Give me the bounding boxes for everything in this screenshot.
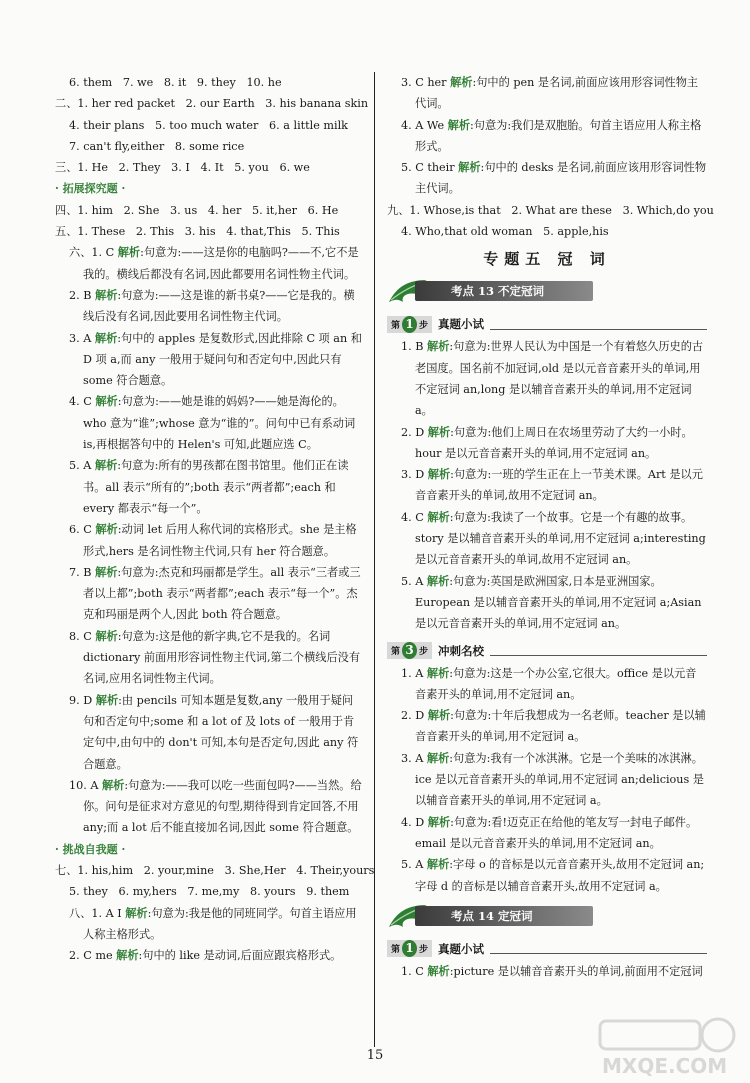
- topic-title: 专题五 冠 词: [483, 250, 611, 269]
- step-badge: [387, 642, 432, 659]
- step-number: 3: [402, 642, 417, 659]
- explanation-item: 4. C 解析:句意为:——她是谁的妈妈?——她是海伦的。who 意为“谁”;whose 意为“谁的”。问句中已有系动词 is,再根据答句中的 Helen's 可知,此题应选 C。: [69, 394, 356, 452]
- analysis-keyword: 解析: [117, 245, 141, 260]
- explanation-item: 4. A We 解析:句意为:我们是双胞胎。句首主语应用人称主格形式。: [401, 117, 702, 153]
- right-column: [387, 72, 714, 982]
- explanation-item: 2. D 解析:句意为:十年后我想成为一名老师。teacher 是以辅音音素开头的单词,用不定冠词 a。: [401, 708, 706, 744]
- explanation-item: 3. A 解析:句意为:我有一个冰淇淋。它是一个美味的冰淇淋。ice 是以元音音素开头的单词,用不定冠词 an;delicious 是以辅音音素开头的单词,用不定冠词 a。: [401, 750, 704, 808]
- explanation-item: 3. C her 解析:句中的 pen 是名词,前面应该用形容词性物主代词。: [401, 75, 699, 111]
- step-heading-1: [387, 314, 707, 334]
- left-column: [55, 72, 375, 966]
- analysis-keyword: 解析: [426, 750, 450, 765]
- step-rule: [490, 655, 707, 656]
- explanation-item: 5. A 解析:句意为:英国是欧洲国家,日本是亚洲国家。European 是以辅音音素开头的单词,用不定冠词 a;Asian 是以元音音素开头的单词,用不定冠词 an。: [401, 573, 702, 631]
- section-label-challenge: · 挑战自我题 ·: [55, 842, 126, 856]
- explanation-item: 2. B 解析:句意为:——这是谁的新书桌?——它是我的。横线后没有名词,因此要用名词性物主代词。: [69, 287, 355, 324]
- kaodian-banner-14: [387, 901, 707, 931]
- analysis-keyword: 解析: [447, 117, 471, 132]
- step-number: 1: [402, 940, 417, 957]
- analysis-keyword: 解析: [95, 394, 118, 409]
- answer-line: 四、1. him 2. She 3. us 4. her 5. it,her 6. He: [55, 203, 339, 217]
- step-prefix: 第: [391, 647, 401, 658]
- watermark-logo: [590, 1011, 740, 1079]
- explanation-item: 9. D 解析:由 pencils 可知本题是复数,any 一般用于疑问句和否定句中;some 和 a lot of 及 lots of 一般用于肯定句中,由句中的 don't 可知,本句是否定句,因此 any 符合题意。: [69, 692, 359, 771]
- explanation-item: 1. B 解析:句意为:世界人民认为中国是一个有着悠久历史的古老国度。国名前不加冠词,old 是以元音音素开头的单词,用不定冠词 an,long 是以辅音音素开头的单词,用不定冠词 a。: [401, 339, 704, 418]
- explanation-item: 4. D 解析:句意为:看!迈克正在给他的笔友写一封电子邮件。email 是以元音音素开头的单词,用不定冠词 an。: [401, 814, 698, 850]
- explanation-item: 2. C me 解析:句中的 like 是动词,后面应跟宾格形式。: [69, 948, 342, 963]
- analysis-keyword: 解析: [427, 509, 450, 524]
- page-number: 15: [366, 1048, 384, 1063]
- answer-line: 4. their plans 5. too much water 6. a little milk: [69, 118, 348, 132]
- column-divider: [374, 72, 375, 1047]
- step-rule: [490, 953, 707, 954]
- analysis-keyword: 解析: [427, 814, 451, 829]
- answer-line: 三、1. He 2. They 3. I 4. It 5. you 6. we: [55, 161, 310, 175]
- answer-line: 7. can't fly,either 8. some rice: [69, 139, 245, 153]
- step-label: 真题小试: [438, 941, 485, 956]
- analysis-keyword: 解析: [450, 75, 473, 89]
- kaodian-title: 考点 13 不定冠词: [415, 281, 593, 301]
- analysis-keyword: 解析: [427, 424, 451, 439]
- step-suffix: 步: [419, 320, 429, 331]
- analysis-keyword: 解析: [95, 692, 119, 707]
- explanation-item: 3. A 解析:句中的 apples 是复数形式,因此排除 C 项 an 和 D 项 a,而 any 一般用于疑问句和否定句中,因此只有 some 符合题意。: [69, 330, 362, 388]
- answer-line: 九、1. Whose,is that 2. What are these 3. Which,do you: [387, 203, 714, 217]
- analysis-keyword: 解析: [95, 628, 118, 643]
- answer-line: 七、1. his,him 2. your,mine 3. She,Her 4. Their,yours: [55, 863, 375, 877]
- explanation-item: 5. A 解析:字母 o 的音标是以元音音素开头,故用不定冠词 an;字母 d 的音标是以辅音音素开头,故用不定冠词 a。: [401, 857, 705, 893]
- analysis-keyword: 解析: [101, 777, 125, 792]
- step-suffix: 步: [419, 945, 429, 956]
- analysis-keyword: 解析: [125, 905, 148, 920]
- analysis-keyword: 解析: [426, 665, 450, 680]
- explanation-item: 1. C 解析:picture 是以辅音音素开头的单词,前面用不定冠词: [401, 963, 703, 978]
- step-label: 冲刺名校: [438, 643, 485, 658]
- answer-line: 五、1. These 2. This 3. his 4. that,This 5. This: [55, 225, 340, 239]
- analysis-keyword: 解析: [427, 963, 450, 978]
- explanation-item: 六、1. C 解析:句意为:——这是你的电脑吗?——不,它不是我的。横线后都没有名词,因此都要用名词性物主代词。: [69, 245, 359, 281]
- step-heading-3: [387, 641, 707, 661]
- kaodian-title: 考点 14 定冠词: [415, 906, 593, 926]
- analysis-keyword: 解析: [427, 467, 451, 482]
- explanation-item: 3. D 解析:句意为:一班的学生正在上一节美术课。Art 是以元音音素开头的单词,故用不定冠词 an。: [401, 467, 703, 503]
- explanation-item: 八、1. A I 解析:句意为:我是他的同班同学。句首主语应用人称主格形式。: [69, 905, 357, 941]
- explanation-item: 5. C their 解析:句中的 desks 是名词,前面应该用形容词性物主代词。: [401, 160, 707, 196]
- analysis-keyword: 解析: [426, 857, 450, 872]
- step-badge: [387, 316, 432, 333]
- step-badge: [387, 940, 432, 957]
- step-prefix: 第: [391, 945, 401, 956]
- analysis-keyword: 解析: [116, 948, 139, 963]
- section-label-extension: · 拓展探究题 ·: [55, 182, 126, 196]
- answer-line: 5. they 6. my,hers 7. me,my 8. yours 9. them: [69, 885, 350, 899]
- analysis-keyword: 解析: [94, 458, 118, 473]
- explanation-item: 2. D 解析:句意为:他们上周日在农场里劳动了大约一小时。hour 是以元音音素开头的单词,用不定冠词 an。: [401, 424, 693, 460]
- step-number: 1: [402, 316, 417, 333]
- step-prefix: 第: [391, 320, 401, 331]
- analysis-keyword: 解析: [458, 160, 481, 175]
- explanation-item: 5. A 解析:句意为:所有的男孩都在图书馆里。他们正在读书。all 表示“所有的”;both 表示“两者都”;each 和 every 都表示“每一个”。: [69, 458, 349, 515]
- explanation-item: 6. C 解析:动词 let 后用人称代词的宾格形式。she 是主格形式,hers 是名词性物主代词,只有 her 符合题意。: [69, 522, 357, 558]
- step-label: 真题小试: [438, 317, 485, 332]
- analysis-keyword: 解析: [94, 330, 118, 345]
- kaodian-banner-13: [387, 276, 707, 306]
- explanation-item: 10. A 解析:句意为:——我可以吃一些面包吗?——当然。给你。问句是征求对方意见的句型,期待得到肯定回答,不用 any;而 a lot 后不能直接加名词,因此 some 符合题意。: [69, 777, 362, 835]
- analysis-keyword: 解析: [426, 573, 450, 588]
- explanation-item: 4. C 解析:句意为:我读了一个故事。它是一个有趣的故事。story 是以辅音音素开头的单词,用不定冠词 a;interesting 是以元音音素开头的单词,故用不定冠词 an。: [401, 509, 706, 567]
- answer-line: 二、1. her red packet 2. our Earth 3. his banana skin: [55, 97, 369, 111]
- step-rule: [490, 329, 707, 330]
- step-heading-1b: [387, 939, 707, 959]
- analysis-keyword: 解析: [95, 522, 118, 537]
- explanation-item: 1. A 解析:句意为:这是一个办公室,它很大。office 是以元音音素开头的单词,用不定冠词 an。: [401, 665, 697, 701]
- analysis-keyword: 解析: [427, 708, 451, 723]
- watermark-text: MXQE.COM: [602, 1054, 728, 1078]
- explanation-item: 7. B 解析:句意为:杰克和玛丽都是学生。all 表示“三者或三者以上都”;both 表示“两者都”;each 表示“每一个”。杰克和玛丽是两个人,因此 both 符合题意。: [69, 564, 361, 622]
- analysis-keyword: 解析: [427, 339, 450, 354]
- analysis-keyword: 解析: [95, 564, 118, 579]
- answer-line: 6. them 7. we 8. it 9. they 10. he: [69, 76, 282, 89]
- answer-line: 4. Who,that old woman 5. apple,his: [401, 225, 609, 239]
- step-suffix: 步: [419, 647, 429, 658]
- analysis-keyword: 解析: [95, 287, 118, 302]
- explanation-item: 8. C 解析:句意为:这是他的新字典,它不是我的。名词 dictionary 前面用形容词性物主代词,第二个横线后没有名词,应用名词性物主代词。: [69, 628, 361, 686]
